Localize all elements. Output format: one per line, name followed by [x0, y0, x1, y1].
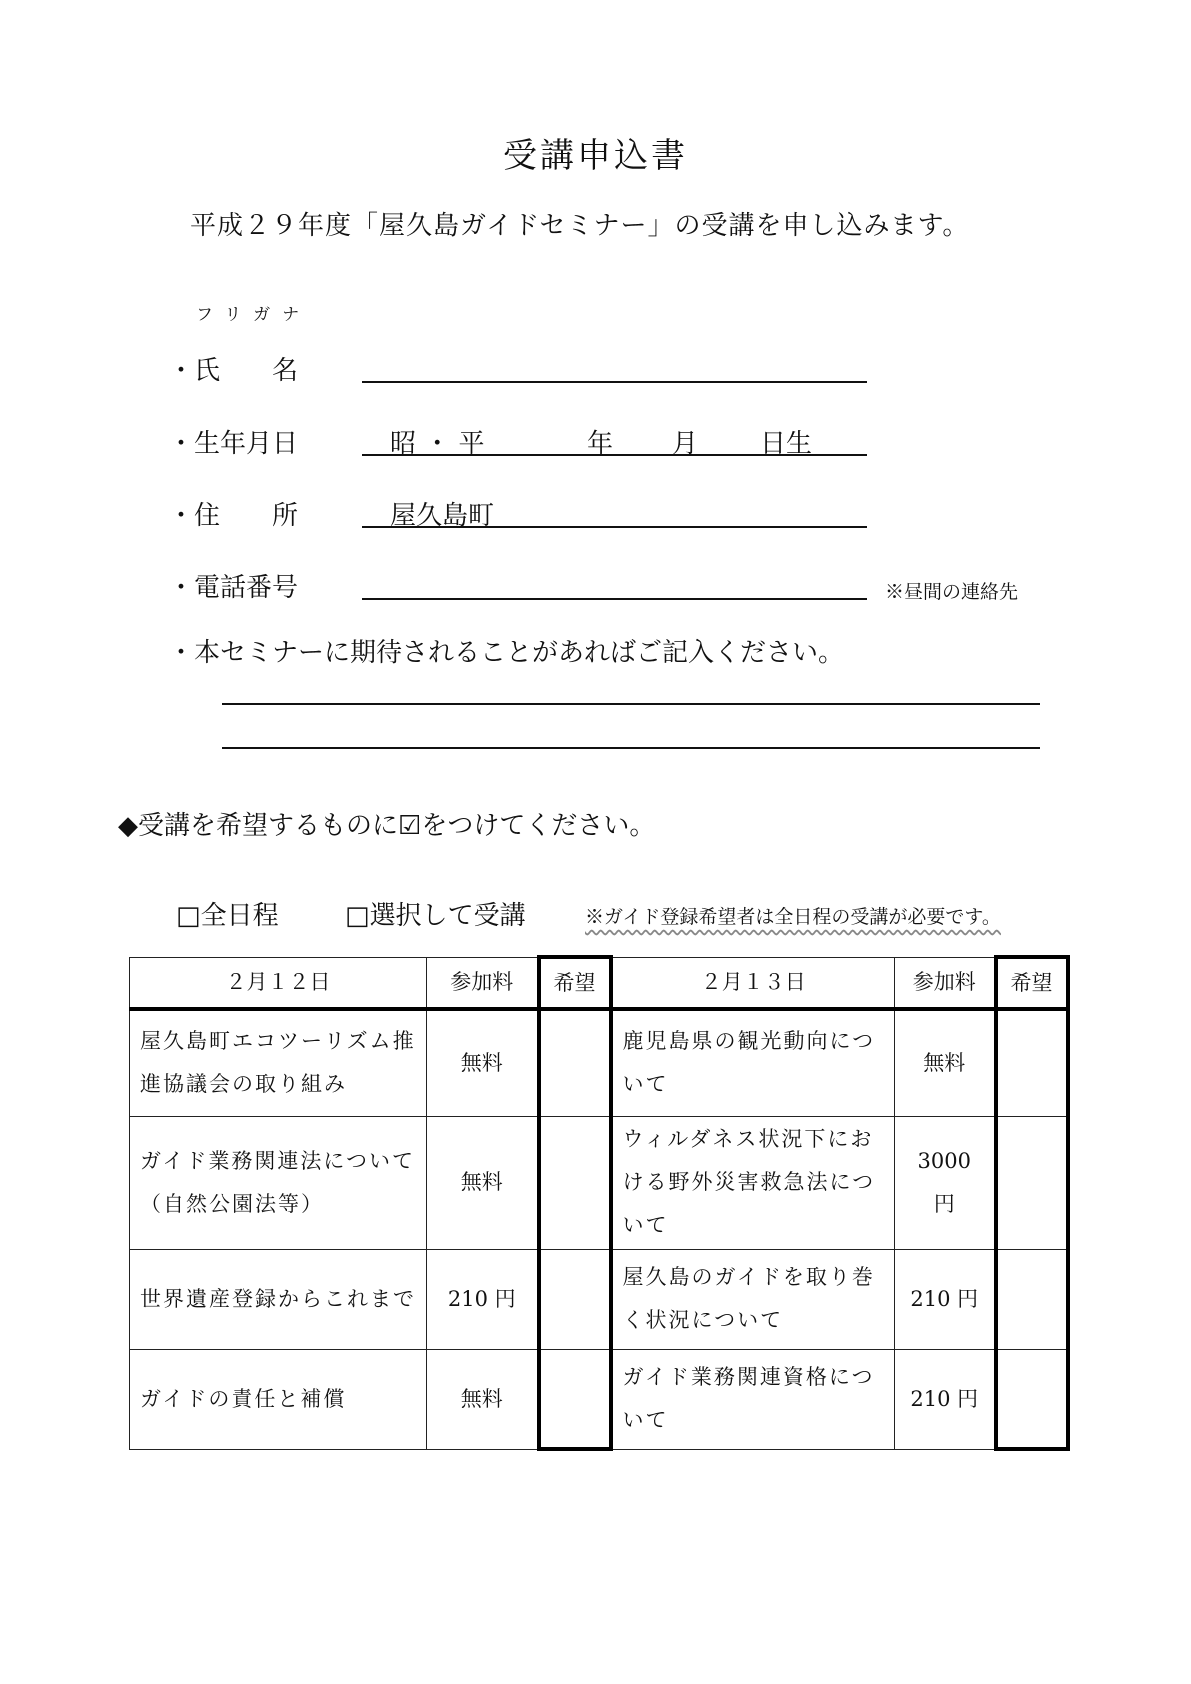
select-courses-checkbox[interactable]: □選択して受講: [345, 901, 526, 931]
furigana-label: フリガナ: [196, 305, 312, 325]
table-row: [130, 1349, 1068, 1449]
day1-fee: 無料: [427, 1009, 539, 1116]
birth-year-unit: 年: [587, 429, 614, 459]
birth-era-options[interactable]: 昭 ・ 平: [390, 429, 485, 459]
birth-month-unit: 月: [672, 429, 699, 459]
name-label: ・氏 名: [168, 356, 299, 386]
address-label: ・住 所: [168, 501, 299, 531]
birthdate-label: ・生年月日: [168, 429, 299, 459]
expectation-label: ・本セミナーに期待されることがあればご記入ください。: [168, 638, 845, 668]
day1-topic: 世界遺産登録からこれまで: [130, 1249, 427, 1349]
table-row: [130, 1009, 1068, 1116]
address-prefill: 屋久島町: [390, 501, 495, 531]
day1-fee: 210 円: [427, 1249, 539, 1349]
day2-topic: 屋久島のガイドを取り巻く状況について: [611, 1249, 895, 1349]
day1-wish-box[interactable]: [539, 1009, 611, 1116]
name-field[interactable]: [362, 381, 867, 383]
day1-topic: ガイド業務関連法について（自然公園法等）: [130, 1116, 427, 1249]
expectation-line-1[interactable]: [222, 703, 1040, 705]
day1-fee-header: 参加料: [427, 957, 539, 1009]
day2-wish-header: 希望: [996, 957, 1068, 1009]
day2-wish-box[interactable]: [996, 1009, 1068, 1116]
day1-fee: 無料: [427, 1349, 539, 1449]
registration-note: ※ガイド登録希望者は全日程の受講が必要です。: [585, 906, 1001, 928]
table-row: [130, 1249, 1068, 1349]
day2-wish-box[interactable]: [996, 1349, 1068, 1449]
day1-fee: 無料: [427, 1116, 539, 1249]
day2-fee: 無料: [895, 1009, 996, 1116]
table-row: [130, 1116, 1068, 1249]
day2-fee: 210 円: [895, 1249, 996, 1349]
day2-fee: 210 円: [895, 1349, 996, 1449]
day2-topic: 鹿児島県の観光動向について: [611, 1009, 895, 1116]
day2-fee-header: 参加料: [895, 957, 996, 1009]
day1-wish-box[interactable]: [539, 1116, 611, 1249]
day1-header: ２月１２日: [130, 957, 427, 1009]
expectation-line-2[interactable]: [222, 747, 1040, 749]
day2-wish-box[interactable]: [996, 1116, 1068, 1249]
phone-note: ※昼間の連絡先: [885, 581, 1019, 603]
table-header-row: [130, 957, 1068, 1009]
checked-box-icon: ☑: [398, 811, 422, 841]
phone-label: ・電話番号: [168, 573, 299, 603]
day2-wish-box[interactable]: [996, 1249, 1068, 1349]
address-field[interactable]: [362, 526, 867, 528]
instruction-text-pre: ◆受講を希望するものに: [118, 811, 398, 841]
birthdate-field[interactable]: [362, 454, 867, 456]
day1-wish-header: 希望: [539, 957, 611, 1009]
day2-topic: ウィルダネス状況下における野外災害救急法について: [611, 1116, 895, 1249]
day2-topic: ガイド業務関連資格について: [611, 1349, 895, 1449]
birth-day-unit: 日生: [760, 429, 813, 459]
all-days-checkbox[interactable]: □全日程: [176, 901, 279, 931]
phone-field[interactable]: [362, 598, 867, 600]
day2-header: ２月１３日: [611, 957, 895, 1009]
day1-topic: 屋久島町エコツーリズム推進協議会の取り組み: [130, 1009, 427, 1116]
day1-wish-box[interactable]: [539, 1349, 611, 1449]
subtitle: 平成２９年度「屋久島ガイドセミナー」の受講を申し込みます。: [190, 211, 970, 241]
selection-instruction: [118, 805, 655, 842]
day1-wish-box[interactable]: [539, 1249, 611, 1349]
day2-fee: 3000 円: [895, 1116, 996, 1249]
page-title: 受講申込書: [503, 136, 688, 176]
instruction-text-post: をつけてください。: [421, 811, 656, 841]
day1-topic: ガイドの責任と補償: [130, 1349, 427, 1449]
schedule-table: [129, 955, 1070, 1451]
